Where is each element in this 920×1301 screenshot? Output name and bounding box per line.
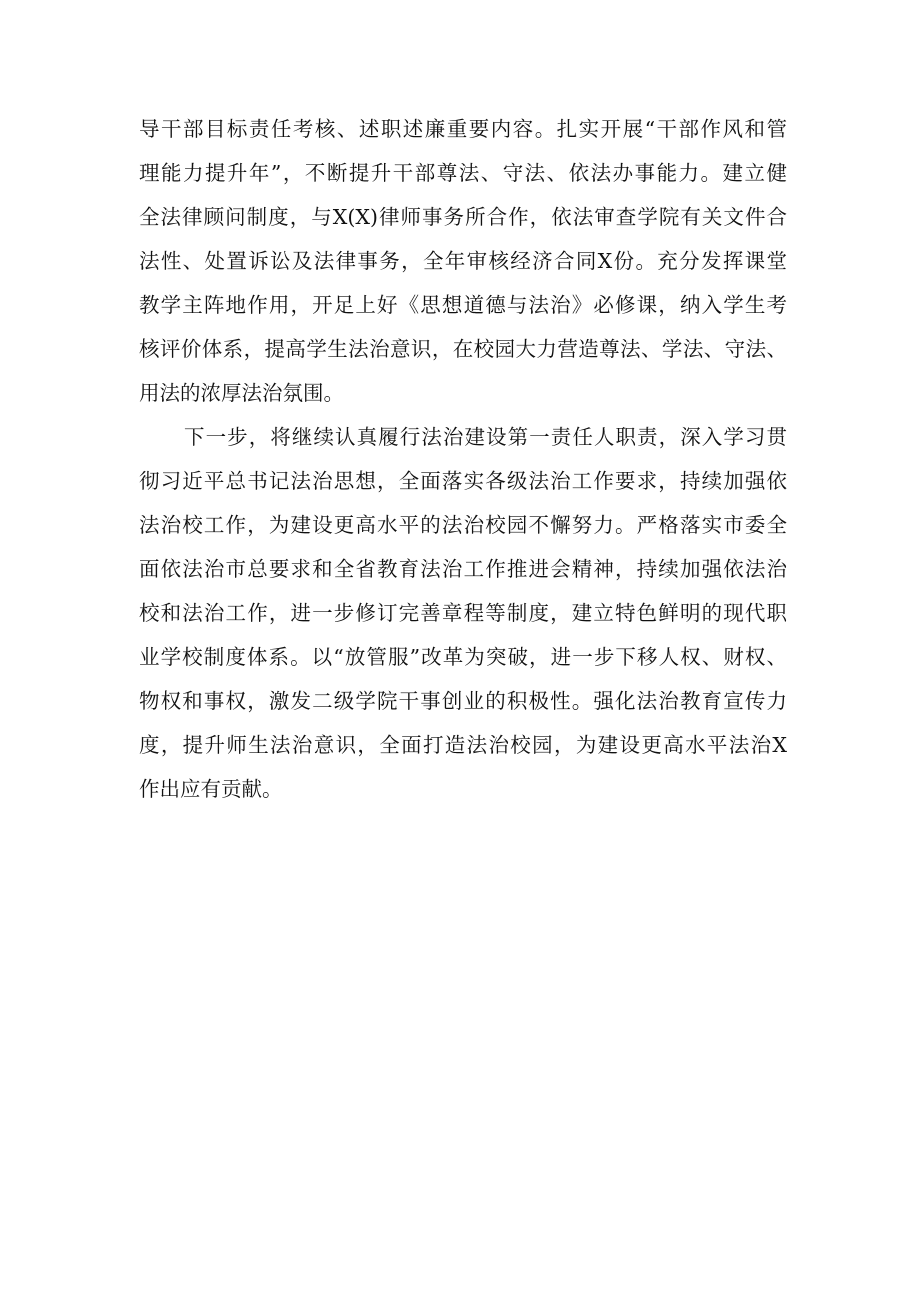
paragraph-line: 理能力提升年”，不断提升干部尊法、守法、依法办事能力。建立健 xyxy=(139,161,787,185)
paragraph-line: 导干部目标责任考核、述职述廉重要内容。扎实开展“干部作风和管 xyxy=(139,117,787,141)
paragraph-1 xyxy=(139,107,787,415)
paragraph-line: 法性、处置诉讼及法律事务，全年审核经济合同X份。充分发挥课堂 xyxy=(139,249,787,273)
paragraph-line: 面依法治市总要求和全省教育法治工作推进会精神，持续加强依法治 xyxy=(139,557,787,581)
paragraph-line: 作出应有贡献。 xyxy=(139,777,283,801)
paragraph-line: 核评价体系，提高学生法治意识，在校园大力营造尊法、学法、守法、 xyxy=(139,337,787,361)
paragraph-line: 全法律顾问制度，与X(X)律师事务所合作，依法审查学院有关文件合 xyxy=(139,205,787,229)
paragraph-line: 校和法治工作，进一步修订完善章程等制度，建立特色鲜明的现代职 xyxy=(139,601,787,625)
paragraph-line: 度，提升师生法治意识，全面打造法治校园，为建设更高水平法治X xyxy=(139,733,787,757)
paragraph-2 xyxy=(139,415,787,811)
paragraph-line: 教学主阵地作用，开足上好《思想道德与法治》必修课，纳入学生考 xyxy=(139,293,787,317)
document-body xyxy=(139,107,787,811)
paragraph-line: 彻习近平总书记法治思想，全面落实各级法治工作要求，持续加强依 xyxy=(139,469,787,493)
paragraph-line: 用法的浓厚法治氛围。 xyxy=(139,381,344,405)
paragraph-line: 下一步，将继续认真履行法治建设第一责任人职责，深入学习贯 xyxy=(184,425,787,449)
paragraph-line: 法治校工作，为建设更高水平的法治校园不懈努力。严格落实市委全 xyxy=(139,513,787,537)
paragraph-line: 业学校制度体系。以“放管服”改革为突破，进一步下移人权、财权、 xyxy=(139,645,787,669)
paragraph-line: 物权和事权，激发二级学院干事创业的积极性。强化法治教育宣传力 xyxy=(139,689,787,713)
